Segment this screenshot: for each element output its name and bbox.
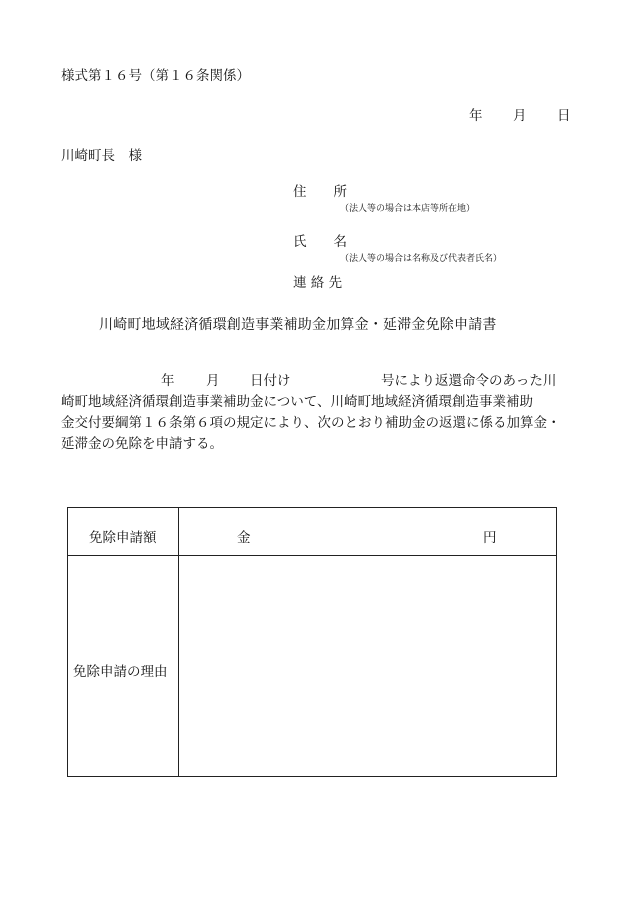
name-note: （法人等の場合は名称及び代表者氏名） bbox=[340, 254, 503, 264]
contact-label: 連 絡 先 bbox=[293, 275, 343, 291]
amount-field[interactable] bbox=[248, 509, 478, 554]
body-line-3: 金交付要綱第１６条第６項の規定により、次のとおり補助金の返還に係る加算金・ bbox=[61, 415, 561, 431]
document-title: 川崎町地域経済循環創造事業補助金加算金・延滞金免除申請書 bbox=[99, 317, 497, 333]
amount-label: 免除申請額 bbox=[89, 530, 157, 546]
exemption-table bbox=[67, 507, 557, 777]
body-month-label: 月 bbox=[206, 373, 220, 389]
form-number: 様式第１６号（第１６条関係） bbox=[61, 68, 250, 84]
address-note: （法人等の場合は本店等所在地） bbox=[340, 204, 476, 214]
date-year-label: 年 bbox=[469, 108, 483, 124]
body-paragraph bbox=[61, 371, 571, 455]
date-day-label: 日 bbox=[557, 108, 571, 124]
amount-unit: 円 bbox=[483, 530, 497, 546]
amount-prefix: 金 bbox=[237, 530, 251, 546]
reason-field[interactable] bbox=[179, 556, 556, 776]
reason-label: 免除申請の理由 bbox=[73, 664, 168, 680]
name-label: 氏 名 bbox=[293, 234, 347, 250]
address-label: 住 所 bbox=[293, 184, 347, 200]
addressee: 川崎町長 様 bbox=[61, 148, 142, 164]
body-line-2: 崎町地域経済循環創造事業補助金について、川崎町地域経済循環創造事業補助 bbox=[61, 394, 533, 410]
body-day-label: 日付け bbox=[250, 373, 291, 389]
body-line-4: 延滞金の免除を申請する。 bbox=[61, 436, 223, 452]
body-line1-rest: 号により返還命令のあった川 bbox=[381, 373, 557, 389]
date-month-label: 月 bbox=[513, 108, 527, 124]
body-year-label: 年 bbox=[161, 373, 175, 389]
